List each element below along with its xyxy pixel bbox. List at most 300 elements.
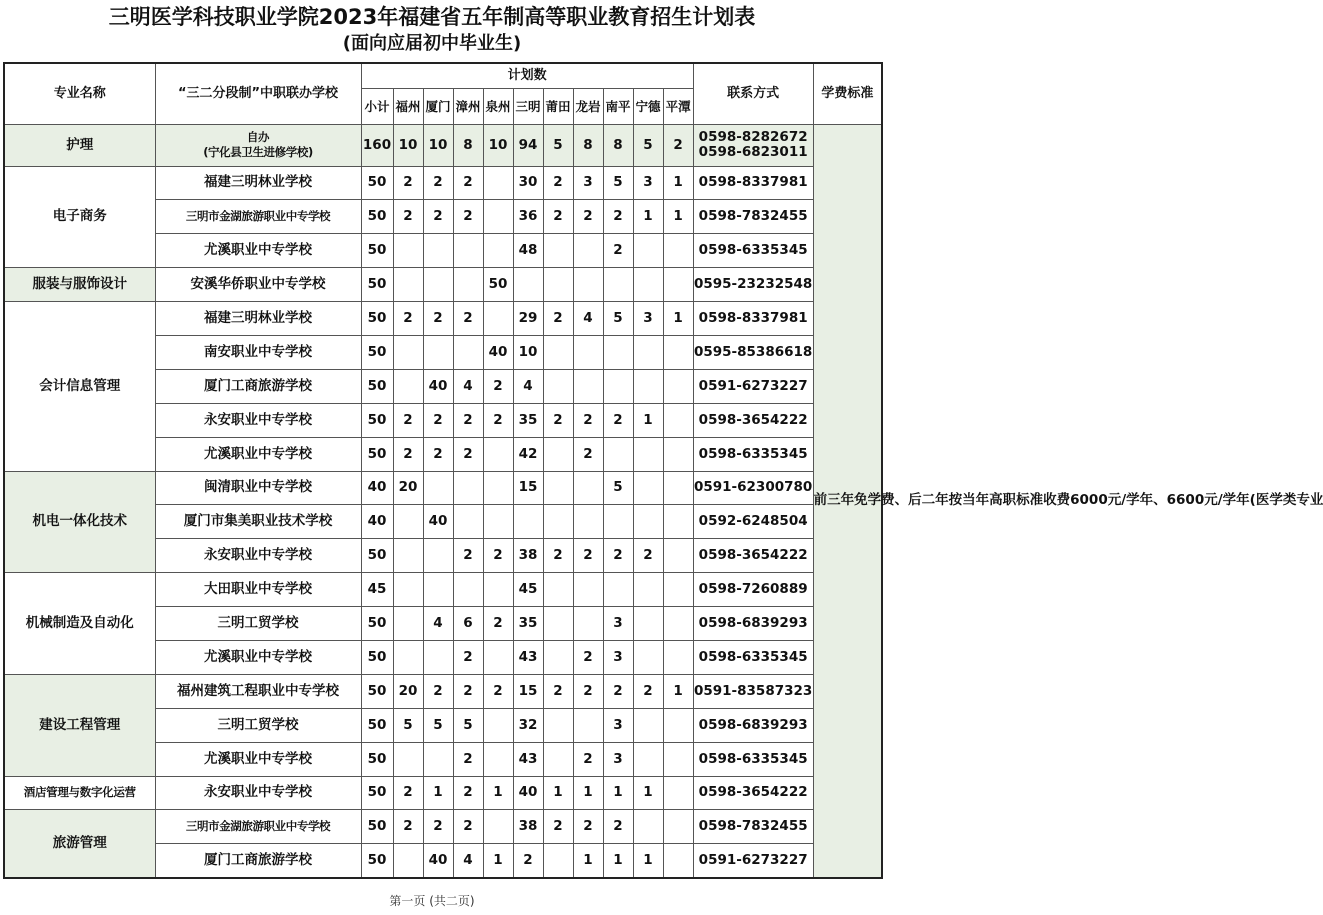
major-name: 旅游管理 xyxy=(4,810,155,878)
plan-city-count xyxy=(573,573,603,607)
plan-city-count xyxy=(393,268,423,302)
plan-city-count xyxy=(483,166,513,200)
major-name: 机械制造及自动化 xyxy=(4,573,155,675)
plan-city-count xyxy=(573,505,603,539)
plan-city-count: 20 xyxy=(393,674,423,708)
header-city: 宁德 xyxy=(633,88,663,124)
plan-subtotal: 50 xyxy=(361,268,393,302)
plan-city-count: 5 xyxy=(393,708,423,742)
plan-city-count xyxy=(603,268,633,302)
plan-city-count: 1 xyxy=(663,200,693,234)
plan-city-count: 40 xyxy=(483,335,513,369)
plan-city-count: 2 xyxy=(543,539,573,573)
plan-city-count xyxy=(423,335,453,369)
contact-phone: 0598-3654222 xyxy=(693,776,813,810)
plan-city-count: 3 xyxy=(603,607,633,641)
plan-city-count xyxy=(663,844,693,878)
plan-city-count xyxy=(543,268,573,302)
plan-city-count xyxy=(573,268,603,302)
partner-school: 尤溪职业中专学校 xyxy=(155,437,361,471)
header-city: 南平 xyxy=(603,88,633,124)
plan-city-count: 2 xyxy=(663,124,693,166)
table-row xyxy=(4,471,882,505)
plan-city-count: 29 xyxy=(513,302,543,336)
plan-city-count xyxy=(663,437,693,471)
contact-phone: 0592-6248504 xyxy=(693,505,813,539)
plan-city-count xyxy=(663,471,693,505)
plan-city-count: 2 xyxy=(423,674,453,708)
header-city: 福州 xyxy=(393,88,423,124)
contact-phone: 0598-7832455 xyxy=(693,200,813,234)
major-name: 护理 xyxy=(4,124,155,166)
plan-city-count: 40 xyxy=(423,505,453,539)
plan-subtotal: 50 xyxy=(361,166,393,200)
plan-city-count xyxy=(573,369,603,403)
partner-school: 厦门工商旅游学校 xyxy=(155,369,361,403)
plan-city-count: 2 xyxy=(603,200,633,234)
header-fee: 学费标准 xyxy=(813,63,882,124)
plan-city-count: 2 xyxy=(603,234,633,268)
plan-subtotal: 50 xyxy=(361,200,393,234)
plan-subtotal: 50 xyxy=(361,437,393,471)
plan-city-count: 36 xyxy=(513,200,543,234)
contact-phone: 0598-6335345 xyxy=(693,234,813,268)
plan-city-count: 43 xyxy=(513,640,543,674)
plan-city-count: 43 xyxy=(513,742,543,776)
plan-city-count xyxy=(483,200,513,234)
plan-city-count xyxy=(543,573,573,607)
plan-city-count xyxy=(633,234,663,268)
plan-city-count xyxy=(663,742,693,776)
plan-city-count xyxy=(393,505,423,539)
plan-city-count xyxy=(603,369,633,403)
plan-city-count xyxy=(543,437,573,471)
plan-city-count: 5 xyxy=(423,708,453,742)
plan-city-count: 20 xyxy=(393,471,423,505)
table-row xyxy=(4,302,882,336)
plan-subtotal: 50 xyxy=(361,234,393,268)
plan-city-count xyxy=(663,640,693,674)
plan-city-count: 2 xyxy=(453,674,483,708)
table-row xyxy=(4,776,882,810)
plan-subtotal: 50 xyxy=(361,403,393,437)
plan-city-count: 2 xyxy=(573,640,603,674)
plan-city-count xyxy=(513,505,543,539)
header-major: 专业名称 xyxy=(4,63,155,124)
plan-city-count: 10 xyxy=(483,124,513,166)
partner-school: 南安职业中专学校 xyxy=(155,335,361,369)
plan-city-count: 5 xyxy=(603,471,633,505)
partner-school: 厦门工商旅游学校 xyxy=(155,844,361,878)
partner-school: 福建三明林业学校 xyxy=(155,166,361,200)
plan-city-count: 5 xyxy=(543,124,573,166)
plan-city-count: 2 xyxy=(423,437,453,471)
plan-city-count xyxy=(483,810,513,844)
plan-city-count xyxy=(633,335,663,369)
plan-subtotal: 50 xyxy=(361,674,393,708)
plan-city-count: 2 xyxy=(573,742,603,776)
plan-subtotal: 50 xyxy=(361,335,393,369)
contact-phone: 0598-8337981 xyxy=(693,302,813,336)
major-name: 酒店管理与数字化运营 xyxy=(4,776,155,810)
contact-phone: 0591-62300780 xyxy=(693,471,813,505)
plan-city-count xyxy=(633,437,663,471)
plan-city-count: 2 xyxy=(453,302,483,336)
plan-city-count: 2 xyxy=(393,437,423,471)
plan-city-count: 2 xyxy=(393,403,423,437)
plan-city-count xyxy=(543,708,573,742)
plan-city-count: 2 xyxy=(573,200,603,234)
table-row xyxy=(4,268,882,302)
header-city: 莆田 xyxy=(543,88,573,124)
plan-city-count xyxy=(543,742,573,776)
plan-city-count xyxy=(393,573,423,607)
plan-city-count: 6 xyxy=(453,607,483,641)
plan-city-count: 40 xyxy=(423,844,453,878)
plan-city-count xyxy=(423,640,453,674)
plan-city-count: 2 xyxy=(453,403,483,437)
plan-subtotal: 50 xyxy=(361,844,393,878)
plan-subtotal: 50 xyxy=(361,369,393,403)
plan-subtotal: 160 xyxy=(361,124,393,166)
plan-city-count xyxy=(483,640,513,674)
contact-phone: 0598-7260889 xyxy=(693,573,813,607)
plan-city-count xyxy=(633,742,663,776)
plan-city-count: 1 xyxy=(663,166,693,200)
plan-city-count xyxy=(393,607,423,641)
plan-city-count xyxy=(633,505,663,539)
plan-city-count xyxy=(543,505,573,539)
plan-city-count xyxy=(483,234,513,268)
plan-city-count xyxy=(573,607,603,641)
header-city: 泉州 xyxy=(483,88,513,124)
partner-school: 尤溪职业中专学校 xyxy=(155,234,361,268)
plan-city-count xyxy=(603,573,633,607)
plan-city-count xyxy=(663,268,693,302)
contact-phone: 0598-6335345 xyxy=(693,742,813,776)
plan-city-count: 30 xyxy=(513,166,543,200)
plan-subtotal: 50 xyxy=(361,742,393,776)
plan-city-count: 4 xyxy=(453,844,483,878)
contact-phone: 0598-3654222 xyxy=(693,539,813,573)
plan-city-count: 2 xyxy=(483,539,513,573)
plan-city-count xyxy=(483,742,513,776)
plan-city-count: 1 xyxy=(543,776,573,810)
plan-city-count xyxy=(483,302,513,336)
plan-city-count xyxy=(543,471,573,505)
plan-city-count: 8 xyxy=(603,124,633,166)
plan-city-count: 3 xyxy=(603,640,633,674)
plan-city-count xyxy=(483,505,513,539)
major-name: 电子商务 xyxy=(4,166,155,268)
plan-city-count xyxy=(393,369,423,403)
plan-city-count: 2 xyxy=(543,166,573,200)
plan-city-count xyxy=(543,844,573,878)
plan-city-count xyxy=(633,471,663,505)
plan-city-count xyxy=(513,268,543,302)
plan-city-count xyxy=(663,776,693,810)
header-plan: 计划数 xyxy=(361,63,693,88)
header-city: 平潭 xyxy=(663,88,693,124)
plan-city-count: 2 xyxy=(393,776,423,810)
plan-city-count: 38 xyxy=(513,539,543,573)
plan-city-count xyxy=(633,573,663,607)
plan-city-count: 2 xyxy=(393,302,423,336)
plan-city-count: 94 xyxy=(513,124,543,166)
plan-city-count: 45 xyxy=(513,573,543,607)
table-row xyxy=(4,166,882,200)
plan-city-count xyxy=(663,539,693,573)
plan-city-count xyxy=(393,742,423,776)
plan-city-count xyxy=(393,640,423,674)
partner-school: 福州建筑工程职业中专学校 xyxy=(155,674,361,708)
contact-phone: 0598-6839293 xyxy=(693,708,813,742)
partner-school: 大田职业中专学校 xyxy=(155,573,361,607)
plan-city-count: 2 xyxy=(453,640,483,674)
plan-city-count xyxy=(603,437,633,471)
plan-city-count xyxy=(423,268,453,302)
plan-city-count: 1 xyxy=(423,776,453,810)
plan-city-count: 5 xyxy=(453,708,483,742)
plan-city-count xyxy=(483,471,513,505)
contact-phone: 0598-6335345 xyxy=(693,437,813,471)
plan-subtotal: 50 xyxy=(361,776,393,810)
partner-school: 尤溪职业中专学校 xyxy=(155,640,361,674)
plan-city-count: 3 xyxy=(603,742,633,776)
major-name: 机电一体化技术 xyxy=(4,471,155,573)
plan-city-count: 42 xyxy=(513,437,543,471)
plan-subtotal: 45 xyxy=(361,573,393,607)
partner-school: 福建三明林业学校 xyxy=(155,302,361,336)
plan-city-count: 32 xyxy=(513,708,543,742)
plan-city-count: 2 xyxy=(513,844,543,878)
plan-city-count: 2 xyxy=(453,742,483,776)
plan-city-count: 35 xyxy=(513,403,543,437)
plan-city-count: 3 xyxy=(603,708,633,742)
plan-city-count: 2 xyxy=(603,674,633,708)
plan-city-count xyxy=(633,810,663,844)
plan-city-count xyxy=(663,505,693,539)
plan-city-count: 8 xyxy=(453,124,483,166)
plan-city-count: 2 xyxy=(453,200,483,234)
plan-city-count: 2 xyxy=(633,674,663,708)
plan-city-count: 2 xyxy=(453,166,483,200)
plan-city-count xyxy=(453,573,483,607)
plan-city-count xyxy=(483,708,513,742)
plan-subtotal: 40 xyxy=(361,505,393,539)
plan-city-count xyxy=(543,369,573,403)
plan-city-count: 2 xyxy=(543,674,573,708)
plan-city-count xyxy=(543,234,573,268)
contact-phone: 0591-83587323 xyxy=(693,674,813,708)
plan-city-count: 2 xyxy=(393,166,423,200)
plan-city-count: 2 xyxy=(543,200,573,234)
partner-school: 厦门市集美职业技术学校 xyxy=(155,505,361,539)
plan-subtotal: 50 xyxy=(361,640,393,674)
plan-city-count: 2 xyxy=(423,200,453,234)
partner-school: 尤溪职业中专学校 xyxy=(155,742,361,776)
contact-phone: 0598-6335345 xyxy=(693,640,813,674)
plan-city-count: 2 xyxy=(573,539,603,573)
plan-city-count: 50 xyxy=(483,268,513,302)
plan-city-count: 1 xyxy=(663,674,693,708)
plan-city-count xyxy=(633,640,663,674)
plan-city-count xyxy=(453,505,483,539)
plan-subtotal: 50 xyxy=(361,539,393,573)
plan-city-count xyxy=(423,539,453,573)
plan-city-count: 3 xyxy=(633,166,663,200)
plan-city-count: 2 xyxy=(603,403,633,437)
contact-phone: 0591-6273227 xyxy=(693,369,813,403)
contact-phone: 0598-3654222 xyxy=(693,403,813,437)
plan-city-count: 4 xyxy=(423,607,453,641)
plan-subtotal: 50 xyxy=(361,607,393,641)
plan-city-count xyxy=(603,335,633,369)
plan-city-count xyxy=(663,708,693,742)
contact-phone: 0595-85386618 xyxy=(693,335,813,369)
plan-city-count: 2 xyxy=(453,539,483,573)
partner-school: 永安职业中专学校 xyxy=(155,403,361,437)
plan-city-count xyxy=(633,607,663,641)
plan-city-count: 2 xyxy=(453,776,483,810)
plan-city-count: 4 xyxy=(573,302,603,336)
plan-city-count: 1 xyxy=(483,844,513,878)
plan-city-count: 35 xyxy=(513,607,543,641)
plan-city-count xyxy=(663,810,693,844)
plan-city-count xyxy=(573,471,603,505)
plan-city-count: 2 xyxy=(543,810,573,844)
plan-city-count: 48 xyxy=(513,234,543,268)
header-city: 厦门 xyxy=(423,88,453,124)
contact-phone: 0598-8337981 xyxy=(693,166,813,200)
plan-city-count: 10 xyxy=(423,124,453,166)
plan-city-count: 2 xyxy=(483,674,513,708)
plan-city-count xyxy=(483,573,513,607)
plan-city-count: 2 xyxy=(453,810,483,844)
plan-city-count: 2 xyxy=(573,437,603,471)
page-title: 三明医学科技职业学院2023年福建省五年制高等职业教育招生计划表 xyxy=(108,5,756,29)
plan-city-count: 2 xyxy=(603,539,633,573)
partner-school: 三明市金湖旅游职业中专学校 xyxy=(155,810,361,844)
plan-city-count: 2 xyxy=(483,403,513,437)
plan-city-count: 2 xyxy=(603,810,633,844)
table-row xyxy=(4,124,882,166)
plan-city-count: 5 xyxy=(603,302,633,336)
plan-city-count: 2 xyxy=(423,166,453,200)
plan-city-count: 1 xyxy=(603,776,633,810)
contact-phone: 0598-7832455 xyxy=(693,810,813,844)
plan-city-count xyxy=(633,369,663,403)
header-city: 龙岩 xyxy=(573,88,603,124)
plan-subtotal: 50 xyxy=(361,810,393,844)
plan-city-count: 2 xyxy=(543,403,573,437)
plan-city-count: 2 xyxy=(633,539,663,573)
plan-city-count: 2 xyxy=(483,369,513,403)
contact-phone: 0598-8282672 0598-6823011 xyxy=(693,124,813,166)
plan-city-count: 2 xyxy=(483,607,513,641)
plan-city-count xyxy=(393,335,423,369)
major-name: 会计信息管理 xyxy=(4,302,155,471)
plan-city-count: 1 xyxy=(633,200,663,234)
plan-city-count xyxy=(393,844,423,878)
plan-city-count xyxy=(603,505,633,539)
plan-city-count xyxy=(543,335,573,369)
plan-city-count: 2 xyxy=(543,302,573,336)
plan-subtotal: 50 xyxy=(361,708,393,742)
contact-phone: 0595-23232548 xyxy=(693,268,813,302)
plan-city-count: 1 xyxy=(633,844,663,878)
plan-city-count: 4 xyxy=(453,369,483,403)
table-row xyxy=(4,573,882,607)
plan-city-count xyxy=(573,335,603,369)
partner-school: 三明市金湖旅游职业中专学校 xyxy=(155,200,361,234)
plan-city-count xyxy=(453,335,483,369)
plan-city-count xyxy=(543,607,573,641)
plan-city-count: 10 xyxy=(393,124,423,166)
plan-city-count: 1 xyxy=(633,403,663,437)
enrollment-plan-table xyxy=(3,62,1323,879)
plan-city-count: 2 xyxy=(573,674,603,708)
plan-subtotal: 50 xyxy=(361,302,393,336)
plan-city-count: 2 xyxy=(393,810,423,844)
plan-city-count xyxy=(663,607,693,641)
major-name: 建设工程管理 xyxy=(4,674,155,776)
plan-city-count: 15 xyxy=(513,471,543,505)
plan-city-count: 8 xyxy=(573,124,603,166)
plan-city-count xyxy=(453,471,483,505)
plan-city-count xyxy=(633,268,663,302)
fee-note: 前三年免学费、后二年按当年高职标准收费6000元/学年、6600元/学年(医学类专业 xyxy=(813,124,882,878)
contact-phone: 0591-6273227 xyxy=(693,844,813,878)
plan-city-count xyxy=(633,708,663,742)
header-city: 三明 xyxy=(513,88,543,124)
plan-city-count xyxy=(573,708,603,742)
plan-city-count xyxy=(663,335,693,369)
header-school: “三二分段制”中职联办学校 xyxy=(155,63,361,124)
plan-subtotal: 40 xyxy=(361,471,393,505)
plan-city-count xyxy=(663,234,693,268)
plan-city-count: 2 xyxy=(453,437,483,471)
header-city: 漳州 xyxy=(453,88,483,124)
plan-city-count: 2 xyxy=(423,403,453,437)
table-row xyxy=(4,810,882,844)
plan-city-count: 1 xyxy=(663,302,693,336)
plan-city-count: 2 xyxy=(393,200,423,234)
plan-city-count xyxy=(423,471,453,505)
plan-city-count xyxy=(663,369,693,403)
partner-school: 自办 (宁化县卫生进修学校) xyxy=(155,124,361,166)
plan-city-count xyxy=(423,742,453,776)
plan-city-count: 40 xyxy=(423,369,453,403)
plan-city-count xyxy=(393,234,423,268)
contact-phone: 0598-6839293 xyxy=(693,607,813,641)
plan-city-count: 1 xyxy=(633,776,663,810)
partner-school: 永安职业中专学校 xyxy=(155,776,361,810)
plan-city-count xyxy=(423,234,453,268)
plan-city-count: 2 xyxy=(573,403,603,437)
plan-city-count xyxy=(393,539,423,573)
partner-school: 永安职业中专学校 xyxy=(155,539,361,573)
plan-city-count: 2 xyxy=(423,810,453,844)
plan-city-count: 5 xyxy=(633,124,663,166)
plan-city-count: 2 xyxy=(423,302,453,336)
major-name: 服装与服饰设计 xyxy=(4,268,155,302)
plan-city-count xyxy=(483,437,513,471)
plan-city-count: 1 xyxy=(573,844,603,878)
plan-city-count: 2 xyxy=(573,810,603,844)
table-row xyxy=(4,674,882,708)
partner-school: 三明工贸学校 xyxy=(155,708,361,742)
